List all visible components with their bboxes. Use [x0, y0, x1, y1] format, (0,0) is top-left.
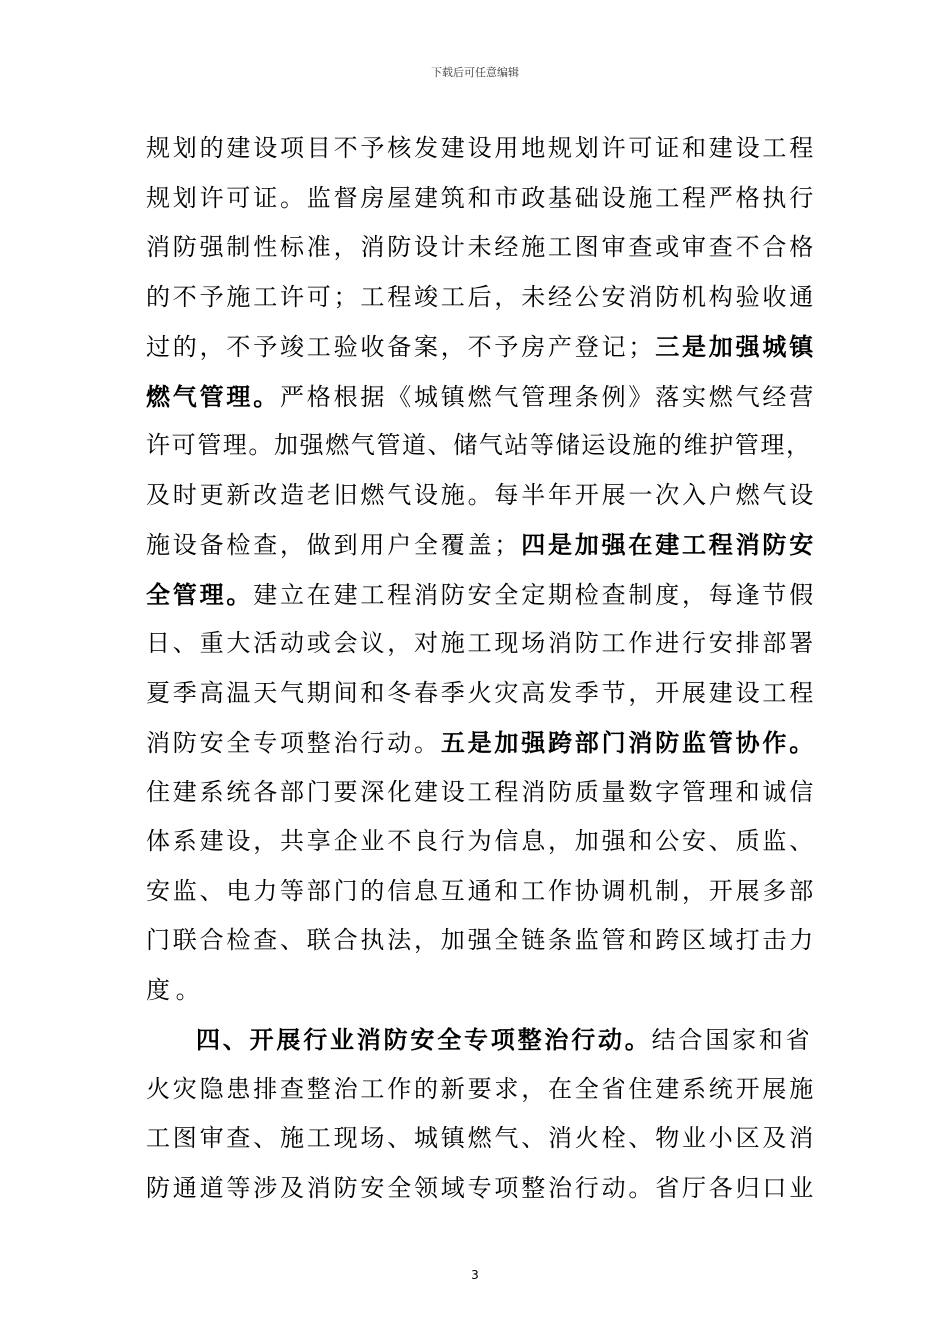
text-segment: 日、重大活动或会议，对施工现场消防工作进行安排部署 — [146, 629, 816, 657]
bold-text-segment: 五是加强跨部门消防监管协作。 — [440, 728, 817, 757]
text-line — [146, 372, 816, 422]
text-segment: 严格根据《城镇燃气管理条例》落实燃气经营 — [280, 382, 816, 411]
text-line — [146, 273, 816, 323]
text-segment: 建立在建工程消防安全定期检查制度，每逢节假 — [253, 580, 817, 609]
text-line — [146, 223, 816, 273]
text-line — [146, 520, 816, 570]
document-body — [146, 124, 816, 1213]
text-segment: 过的，不予竣工验收备案，不予房产登记； — [146, 333, 656, 361]
bold-text-segment: 燃气管理。 — [146, 381, 280, 411]
text-segment: 的不予施工许可；工程竣工后，未经公安消防机构验收通 — [146, 282, 816, 311]
text-line — [146, 718, 816, 768]
text-line — [146, 817, 816, 867]
text-segment: 结合国家和省 — [651, 1026, 813, 1054]
page-number: 3 — [471, 1268, 479, 1282]
text-line — [146, 966, 816, 1016]
text-line — [146, 174, 816, 224]
text-line — [146, 619, 816, 669]
text-segment: 住建系统各部门要深化建设工程消防质量数字管理和诚信 — [146, 777, 816, 806]
text-line — [146, 1065, 816, 1115]
text-segment: 度。 — [146, 975, 206, 1004]
text-line — [146, 669, 816, 719]
text-line — [146, 322, 816, 372]
page-header-note: 下载后可任意编辑 — [431, 66, 519, 79]
text-segment: 工图审查、施工现场、城镇燃气、消火栓、物业小区及消 — [146, 1124, 816, 1152]
text-segment: 及时更新改造老旧燃气设施。每半年开展一次入户燃气设 — [146, 480, 816, 509]
text-line — [146, 471, 816, 521]
text-segment: 规划的建设项目不予核发建设用地规划许可证和建设工程 — [146, 134, 816, 162]
text-line — [146, 867, 816, 917]
text-line — [146, 570, 816, 620]
text-segment: 火灾隐患排查整治工作的新要求，在全省住建系统开展施 — [146, 1074, 816, 1103]
text-segment: 安监、电力等部门的信息互通和工作协调机制，开展多部 — [146, 876, 816, 905]
text-segment: 施设备检查，做到用户全覆盖； — [146, 531, 522, 559]
text-line — [146, 421, 816, 471]
text-line — [146, 1114, 816, 1164]
text-segment: 消防强制性标准，消防设计未经施工图审查或审查不合格 — [146, 233, 816, 261]
bold-text-segment: 全管理。 — [146, 579, 254, 609]
text-segment: 夏季高温天气期间和冬春季火灾高发季节，开展建设工程 — [146, 678, 816, 707]
text-line — [146, 1164, 816, 1214]
text-line — [146, 1015, 816, 1065]
bold-text-segment: 四、开展行业消防安全专项整治行动。 — [196, 1025, 652, 1054]
text-segment: 体系建设，共享企业不良行为信息，加强和公安、质监、 — [146, 827, 816, 855]
text-segment: 规划许可证。监督房屋建筑和市政基础设施工程严格执行 — [146, 183, 816, 212]
text-segment: 消防安全专项整治行动。 — [146, 729, 441, 757]
text-line — [146, 124, 816, 174]
bold-text-segment: 三是加强城镇 — [655, 332, 817, 361]
text-segment: 防通道等涉及消防安全领域专项整治行动。省厅各归口业 — [146, 1173, 816, 1202]
text-line — [146, 916, 816, 966]
bold-text-segment: 四是加强在建工程消防安 — [521, 530, 817, 559]
text-segment: 许可管理。加强燃气管道、储气站等储运设施的维护管理， — [146, 431, 812, 459]
text-segment: 门联合检查、联合执法，加强全链条监管和跨区域打击力 — [146, 926, 816, 954]
text-line — [146, 768, 816, 818]
